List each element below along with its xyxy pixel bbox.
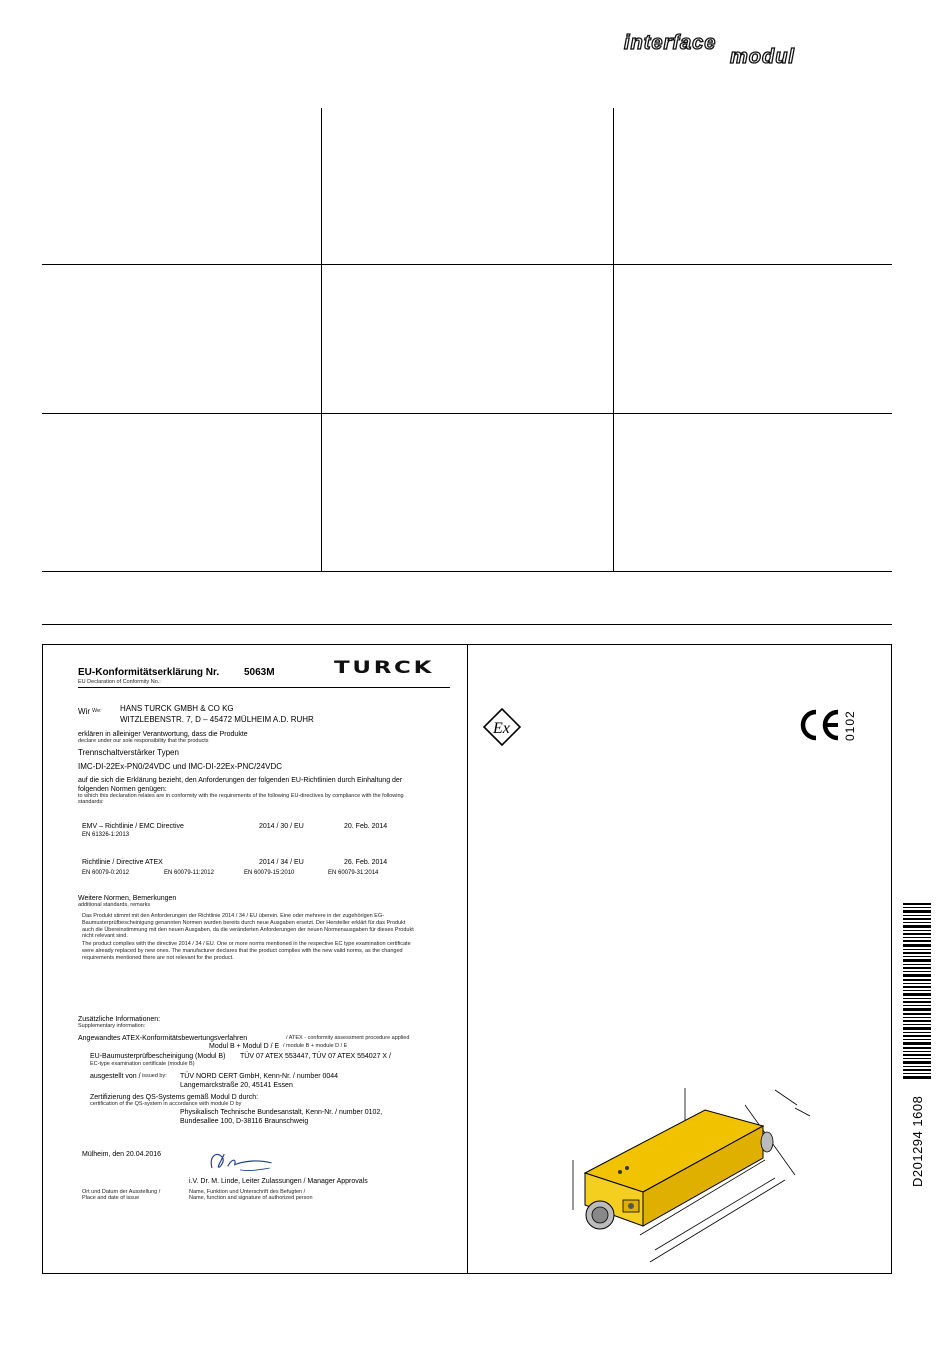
emc-directive-number: 2014 / 30 / EU [259,823,304,830]
barcode-image [903,903,931,1079]
conformity-en-2: standards: [78,799,104,805]
qs-label: Zertifizierung des QS-Systems gemäß Modul D durch: [90,1094,259,1101]
svg-text:Ex: Ex [493,720,510,737]
procedure-label: Angewandtes ATEX-Konformitätsbewertungsverfahren [78,1035,248,1042]
name-en: Name, function and signature of authorized person [189,1195,313,1201]
product-models: IMC-DI-22Ex-PN0/24VDC und IMC-DI-22Ex-PNC/24VDC [78,762,283,771]
name-label: Name, Funktion und Unterschrift des Befugten / [189,1189,306,1195]
document-id: D201294 1608 [910,1095,925,1187]
qs-value-2: Bundesallee 100, D-38116 Braunschweig [180,1118,309,1125]
company-name: HANS TURCK GMBH & CO KG [120,704,234,713]
turck-logo: TURCK [334,658,435,678]
product-type: Trennschaltverstärker Typen [78,748,179,757]
additional-info-title: Zusätzliche Informationen: [78,1016,161,1023]
procedure-value: Modul B + Modul D / E [209,1043,280,1050]
place-en: Place and date of issue [82,1195,140,1201]
company-address: WITZLEBENSTR. 7, D – 45472 MÜLHEIM A.D. RUHR [120,715,314,724]
additional-info-en: Supplementary information: [78,1023,146,1029]
interface-modul-logo [622,34,802,70]
grid-vline-2 [613,108,614,572]
conformity-line-2: folgenden Normen genügen: [78,786,167,793]
ce-notified-body-number: 0102 [843,710,857,741]
further-standards-en: additional standards, remarks [78,902,151,908]
atex-standard-2: EN 60079-11:2012 [164,870,214,876]
grid-vline-1 [321,108,322,572]
place-and-date: Mülheim, den 20.04.2016 [82,1151,161,1158]
certificate-label: EU-Baumusterprüfbescheinigung (Modul B) [90,1053,226,1060]
grid-hline-4 [42,624,892,625]
place-label: Ort und Datum der Ausstellung / [82,1189,161,1195]
procedure-value-en: / module B + module D / E [283,1043,348,1049]
issued-by-value-1: TÜV NORD CERT GmbH, Kenn-Nr. / number 0044 [180,1073,339,1080]
atex-directive-number: 2014 / 34 / EU [259,859,304,866]
logo-line-2: modul [730,46,795,68]
issued-by-value-2: Langemarckstraße 20, 45141 Essen [180,1082,293,1089]
atex-standard-3: EN 60079-15:2010 [244,870,295,876]
certificate-value: TÜV 07 ATEX 553447, TÜV 07 ATEX 554027 X / [240,1053,391,1060]
issued-by-en: issued by: [142,1073,167,1079]
logo-line-1: interface [624,32,717,54]
issued-by-label: ausgestellt von / [90,1073,141,1080]
qs-en: certification of the QS-system in accordance with module D by [90,1101,242,1107]
further-remarks-en: The product complies with the directive 2014 / 34 / EU. One or more norms mentioned in the respective EC type examination certificate were already replaced by new ones. The manufacturer declares that the product complies with the new valid norms, as the changed requirements mentioned there are not relevant for the product. [82,941,411,961]
atex-directive-label: Richtlinie / Directive ATEX [82,859,163,866]
grid-hline-2 [42,413,892,414]
signature-image [205,1148,275,1176]
wir-en: We: [92,708,102,714]
declaration-number: 5063M [244,667,275,678]
emc-directive-date: 20. Feb. 2014 [344,823,388,830]
ce-notified-body [842,707,856,743]
responsibility-en: declare under our sole responsibility that the products [78,738,209,744]
conformity-en-1: to which this declaration relates are in conformity with the requirements of the following EU-directives by compliance with the following [78,793,404,799]
emc-standard: EN 61326-1:2013 [82,832,130,838]
responsibility-text: erklären in alleiniger Verantwortung, dass die Produkte [78,731,248,738]
certificate-en: EC-type examination certificate (module B) [90,1061,195,1067]
signatory: i.V. Dr. M. Linde, Leiter Zulassungen / Manager Approvals [189,1178,368,1185]
ex-atex-icon [482,707,522,747]
emc-directive-label: EMV – Richtlinie / EMC Directive [82,823,184,830]
grid-hline-3 [42,571,892,572]
wir-label: Wir [78,707,90,716]
procedure-en: / ATEX - conformity assessment procedure applied [286,1035,410,1041]
further-standards-title: Weitere Normen, Bemerkungen [78,895,177,902]
conformity-line-1: auf die sich die Erklärung bezieht, den Anforderungen der folgenden EU-Richtlinien durch Einhaltung der [78,777,403,784]
ce-mark-icon [796,708,842,742]
declaration-of-conformity [78,660,452,1220]
atex-directive-date: 26. Feb. 2014 [344,859,388,866]
atex-standard-1: EN 60079-0:2012 [82,870,130,876]
qs-value-1: Physikalisch Technische Bundesanstalt, Kenn-Nr. / number 0102, [180,1109,383,1116]
device-illustration [545,1080,835,1270]
frame-divider [467,644,468,1274]
declaration-rule [78,687,450,688]
declaration-title-en: EU Declaration of Conformity No.: [78,679,161,685]
grid-hline-1 [42,264,892,265]
atex-standard-4: EN 60079-31:2014 [328,870,379,876]
further-remarks-de: Das Produkt stimmt mit den Anforderungen der Richtlinie 2014 / 34 / EU überein. Eine oder mehrere in der zugehörigen EG-Baumusterprüfbescheinigung genannten Normen wurden bereits durch neue Ausgaben ersetzt. Der Hersteller erklärt für das Produkt auch die Übereinstimmung mit den neuen Ausgaben, da die veränderten Anforderungen der neuen Normenausgaben für dieses Produkt nicht relevant sind. [82,913,414,940]
declaration-title: EU-Konformitätserklärung Nr. [78,667,220,678]
